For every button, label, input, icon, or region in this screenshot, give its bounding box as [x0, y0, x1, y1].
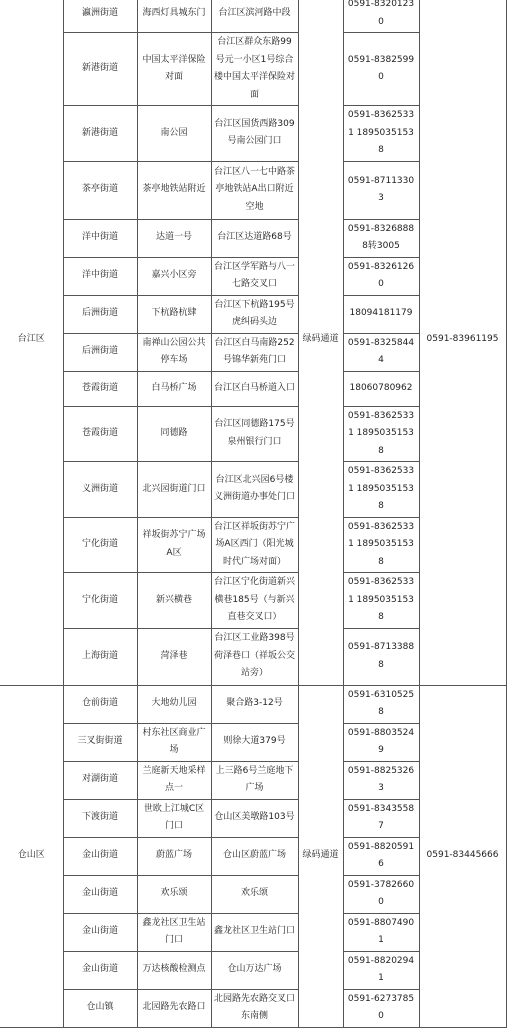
site-cell: 北兴园街道门口 — [137, 462, 211, 518]
site-cell: 世欧上江城C区门口 — [137, 799, 211, 837]
table-row — [0, 0, 506, 33]
address-cell: 欢乐颂 — [211, 875, 298, 913]
site-cell: 村东社区商业广场 — [137, 723, 211, 761]
address-cell: 台江区滨河路中段 — [211, 0, 298, 33]
phone-cell: 0591-87133888 — [343, 628, 419, 685]
address-cell: 仓山区蔚蓝广场 — [211, 837, 298, 875]
street-cell: 金山街道 — [63, 875, 137, 913]
address-cell: 台江区学军路与八一七路交叉口 — [211, 257, 298, 295]
address-cell: 台江区下杭路195号虎纠码头边 — [211, 295, 298, 333]
street-cell: 金山街道 — [63, 951, 137, 989]
site-cell: 万达核酸检测点 — [137, 951, 211, 989]
street-cell: 对湖街道 — [63, 761, 137, 799]
phone-cell: 0591-87113303 — [343, 161, 419, 219]
phone-cell: 0591-83625331 18950351538 — [343, 517, 419, 573]
site-cell: 新兴横巷 — [137, 573, 211, 629]
address-cell: 台江区白马南路252号锦华新苑门口 — [211, 333, 298, 371]
phone-cell: 0591-88205916 — [343, 837, 419, 875]
site-cell: 中国太平洋保险对面 — [137, 33, 211, 106]
channel-cell: 绿码通道 — [298, 685, 343, 1027]
street-cell: 上海街道 — [63, 628, 137, 685]
site-cell: 鑫龙社区卫生站门口 — [137, 913, 211, 951]
street-cell: 新港街道 — [63, 33, 137, 106]
site-cell: 下杭路杭肆 — [137, 295, 211, 333]
site-cell: 茶亭地铁站附近 — [137, 161, 211, 219]
phone-cell: 18094181179 — [343, 295, 419, 333]
site-cell: 北园路先农路口 — [137, 989, 211, 1027]
site-cell: 菏泽巷 — [137, 628, 211, 685]
site-cell: 欢乐颂 — [137, 875, 211, 913]
site-cell: 蔚蓝广场 — [137, 837, 211, 875]
hotline-cell: 0591-83445666 — [419, 685, 506, 1027]
street-cell: 苍霞街道 — [63, 406, 137, 462]
address-cell: 聚合路3-12号 — [211, 685, 298, 723]
address-cell: 台江区祥坂街苏宁广场A区西门（阳光城时代广场对面） — [211, 517, 298, 573]
street-cell: 义洲街道 — [63, 462, 137, 518]
address-cell: 台江区国货西路309号南公园门口 — [211, 106, 298, 162]
street-cell: 金山街道 — [63, 837, 137, 875]
site-cell: 祥坂街苏宁广场A区 — [137, 517, 211, 573]
site-cell: 海西灯具城东门 — [137, 0, 211, 33]
phone-cell: 0591-88074901 — [343, 913, 419, 951]
street-cell: 瀛洲街道 — [63, 0, 137, 33]
site-cell: 嘉兴小区旁 — [137, 257, 211, 295]
street-cell: 仓山镇 — [63, 989, 137, 1027]
address-cell: 鑫龙社区卫生站门口 — [211, 913, 298, 951]
district-cell: 仓山区 — [0, 685, 63, 1027]
phone-cell: 0591-88202941 — [343, 951, 419, 989]
phone-cell: 0591-83825990 — [343, 33, 419, 106]
street-cell: 洋中街道 — [63, 219, 137, 257]
phone-cell: 0591-83201230 — [343, 0, 419, 33]
street-cell: 金山街道 — [63, 913, 137, 951]
site-cell: 同德路 — [137, 406, 211, 462]
phone-cell: 0591-83435587 — [343, 799, 419, 837]
site-cell: 南禅山公园公共停车场 — [137, 333, 211, 371]
address-cell: 台江区同德路175号泉州银行门口 — [211, 406, 298, 462]
table-row — [0, 685, 506, 723]
phone-cell: 0591-83625331 18950351538 — [343, 406, 419, 462]
site-cell: 大地幼儿园 — [137, 685, 211, 723]
address-cell: 仓山区美墩路103号 — [211, 799, 298, 837]
phone-cell: 0591-88253263 — [343, 761, 419, 799]
phone-cell: 0591-83268888转3005 — [343, 219, 419, 257]
district-cell: 台江区 — [0, 0, 63, 685]
street-cell: 宁化街道 — [63, 573, 137, 629]
street-cell: 宁化街道 — [63, 517, 137, 573]
street-cell: 苍霞街道 — [63, 371, 137, 406]
phone-cell: 0591-37826600 — [343, 875, 419, 913]
address-cell: 仓山万达广场 — [211, 951, 298, 989]
channel-cell: 绿码通道 — [298, 0, 343, 685]
phone-cell: 0591-83261260 — [343, 257, 419, 295]
address-cell: 北园路先农路交叉口东南侧 — [211, 989, 298, 1027]
phone-cell: 0591-62737850 — [343, 989, 419, 1027]
address-cell: 则徐大道379号 — [211, 723, 298, 761]
hotline-cell: 0591-83961195 — [419, 0, 506, 685]
address-cell: 台江区北兴园6号楼义洲街道办事处门口 — [211, 462, 298, 518]
site-cell: 南公园 — [137, 106, 211, 162]
address-cell: 台江区八一七中路茶亭地铁站A出口附近空地 — [211, 161, 298, 219]
street-cell: 后洲街道 — [63, 333, 137, 371]
phone-cell: 18060780962 — [343, 371, 419, 406]
address-cell: 上三路6号兰庭地下广场 — [211, 761, 298, 799]
street-cell: 仓前街道 — [63, 685, 137, 723]
address-cell: 台江区白马桥道入口 — [211, 371, 298, 406]
site-cell: 兰庭新天地采样点一 — [137, 761, 211, 799]
phone-cell: 0591-83625331 18950351538 — [343, 462, 419, 518]
address-cell: 台江区工业路398号荷泽巷口（祥坂公交站旁） — [211, 628, 298, 685]
phone-cell: 0591-83625331 18950351538 — [343, 573, 419, 629]
street-cell: 后洲街道 — [63, 295, 137, 333]
phone-cell: 0591-83625331 18950351538 — [343, 106, 419, 162]
street-cell: 新港街道 — [63, 106, 137, 162]
street-cell: 茶亭街道 — [63, 161, 137, 219]
street-cell: 洋中街道 — [63, 257, 137, 295]
address-cell: 台江区群众东路99号元一小区1号综合楼中国太平洋保险对面 — [211, 33, 298, 106]
address-cell: 台江区宁化街道新兴横巷185号（与新兴直巷交叉口） — [211, 573, 298, 629]
address-cell: 台江区达道路68号 — [211, 219, 298, 257]
street-cell: 下渡街道 — [63, 799, 137, 837]
street-cell: 三叉街街道 — [63, 723, 137, 761]
phone-cell: 0591-88035249 — [343, 723, 419, 761]
site-cell: 达道一号 — [137, 219, 211, 257]
phone-cell: 0591-63105258 — [343, 685, 419, 723]
phone-cell: 0591-83258444 — [343, 333, 419, 371]
site-cell: 白马桥广场 — [137, 371, 211, 406]
